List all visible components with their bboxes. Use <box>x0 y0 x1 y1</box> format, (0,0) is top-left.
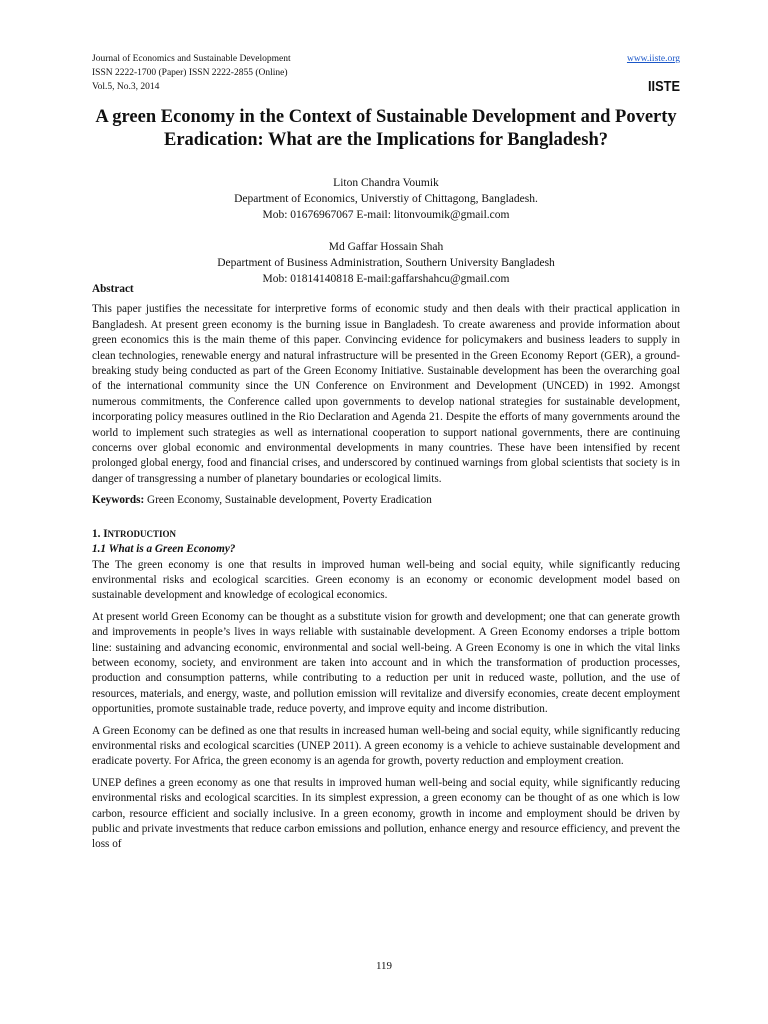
author-name: Md Gaffar Hossain Shah <box>328 241 444 253</box>
subsection-heading: 1.1 What is a Green Economy? <box>92 543 236 556</box>
abstract-heading: Abstract <box>92 283 134 295</box>
author-affiliation: Department of Economics, Universtiy of Chittagong, Bangladesh. <box>234 193 538 205</box>
author-contact: Mob: 01814140818 E-mail:gaffarshahcu@gmail.com <box>262 273 510 285</box>
body-paragraph: UNEP defines a green economy as one that results in improved human well-being and social equity, while significantly reducing environmental risks and ecological scarcities. In its simplest expression, a green economy can be thought of as one which is low carbon, resource efficient and socially inclusive. In a green economy, growth in income and employment should be driven by public and private investments that reduce carbon emissions and pollution, enhance energy and resource efficiency, and prevent the loss of <box>92 776 680 851</box>
svg-text:IISTE: IISTE <box>648 78 680 95</box>
journal-url-link[interactable]: www.iiste.org <box>626 54 680 64</box>
body-paragraph: At present world Green Economy can be thought as a substitute vision for growth and development; one that can generate growth and improvements in people’s lives in ways reliable with sustainable development. A Green Economy endorses a triple bottom line: sustaining and advancing economic, environmental and social well-being. A Green Economy is one in which the vital links between economy, society, and environment are taken into account and in which the transformation of production processes, production and consumption patterns, while contributing to a reduction per unit in reduced waste, pollution, and the use of resources, materials, and energy, waste, and pollution emission will revitalize and diversify economies, create decent employment opportunities, promote sustainable trade, reduce poverty, and improve equity and income distribution. <box>92 610 680 716</box>
author-name: Liton Chandra Voumik <box>333 177 439 189</box>
paper-title: A green Economy in the Context of Sustainable Development and Poverty Eradication: What are the Implications for Bangladesh? <box>95 107 677 150</box>
author-block <box>92 175 680 287</box>
section-title: NTRODUCTION <box>107 528 177 539</box>
body-paragraph: A Green Economy can be defined as one that results in increased human well-being and social equity, while significantly reducing environmental risks and ecological scarcities (UNEP 2011). A green economy is a vehicle to achieve sustainable development and eradicate poverty. For Africa, the green economy is an agenda for growth, poverty reduction and employment creation. <box>92 724 680 768</box>
keywords-label: Keywords: <box>92 494 145 507</box>
iiste-logo <box>648 74 680 94</box>
author-contact: Mob: 01676967067 E-mail: litonvoumik@gmail.com <box>262 209 510 221</box>
body-paragraph: The The green economy is one that results in improved human well-being and social equity, while significantly reducing environmental risks and ecological scarcities. Green economy is an economy or economic development model based on sustainable development and knowledge of ecological economics. <box>92 558 680 602</box>
journal-volume: Vol.5, No.3, 2014 <box>92 82 160 92</box>
abstract-text: This paper justifies the necessitate for interpretive forms of economic study and then deals with their practical application in Bangladesh. At present green economy is the burning issue in Bangladesh. To create awareness and provide information about green economics this is the main theme of this paper. Convincing evidence for policymakers and business leaders to supply in clean technologies, renewable energy and natural infrastructure will be presented in the Green Economy Report (GER), a ground-breaking study being conducted as part of the Green Economy Initiative. Sustainable development has been the overarching goal of the international community since the UN Conference on Environment and Development (UNCED) in 1992. Amongst numerous commitments, the Conference called upon governments to develop national strategies for sustainable development, incorporating policy measures outlined in the Rio Declaration and Agenda 21. Despite the efforts of many governments around the world to implement such strategies as well as international cooperation to support national governments, there are continuing concerns over global economic and environmental developments in many countries. These have been intensified by recent prolonged global energy, food and financial crises, and underscored by continued warnings from global scientists that society is in danger of transgressing a number of planetary boundaries or ecological limits. <box>92 303 680 485</box>
journal-name: Journal of Economics and Sustainable Development <box>92 54 291 64</box>
section-number: 1. I <box>92 527 108 540</box>
keywords-text: Green Economy, Sustainable development, Poverty Eradication <box>144 494 432 507</box>
paper-body <box>92 282 680 859</box>
section-heading <box>92 527 680 542</box>
page-number: 119 <box>375 960 393 972</box>
keywords-line <box>92 493 680 508</box>
journal-header <box>92 52 680 94</box>
journal-issn: ISSN 2222-1700 (Paper) ISSN 2222-2855 (Online) <box>92 68 288 78</box>
author-affiliation: Department of Business Administration, Southern University Bangladesh <box>217 257 555 269</box>
